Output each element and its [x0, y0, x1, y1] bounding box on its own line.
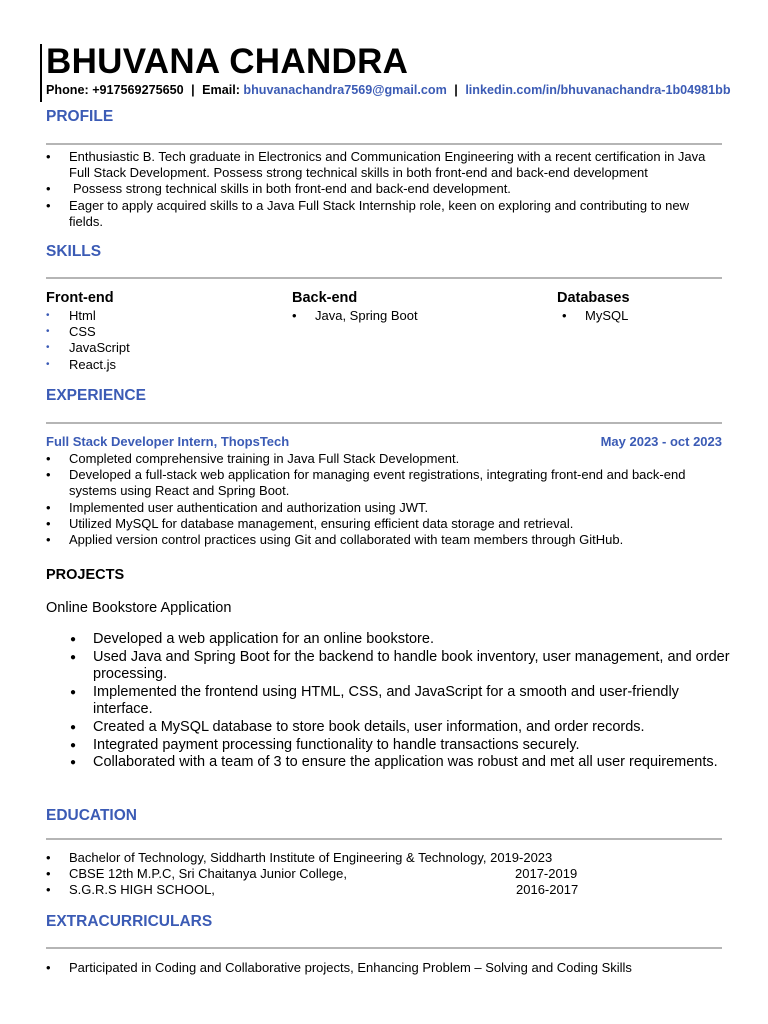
bullet: • [46, 850, 51, 865]
project-item: ● Collaborated with a team of 3 to ensure the application was robust and met all user requirements. [70, 754, 730, 772]
extracurricular-item: • Participated in Coding and Collaborative projects, Enhancing Problem – Solving and Coding Skills [46, 960, 722, 976]
skills-heading: SKILLS [46, 243, 102, 260]
skill-item: • Html [46, 308, 130, 324]
experience-item: • Implemented user authentication and authorization using JWT. [46, 500, 718, 516]
education-heading: EDUCATION [46, 807, 137, 824]
project-list [70, 631, 730, 772]
experience-item: • Utilized MySQL for database management, ensuring efficient data storage and retrieval. [46, 516, 718, 532]
profile-item: • Eager to apply acquired skills to a Java Full Stack Internship role, keen on exploring and contributing to new fields. [46, 198, 722, 230]
experience-heading: EXPERIENCE [46, 387, 146, 404]
name-accent-bar [40, 44, 42, 102]
project-item: ● Integrated payment processing functionality to handle transactions securely. [70, 737, 730, 755]
extracurriculars-heading: EXTRACURRICULARS [46, 913, 213, 930]
frontend-title: Front-end [46, 290, 114, 306]
skill-item: • CSS [46, 324, 130, 340]
profile-item: • Possess strong technical skills in both front-end and back-end development. [46, 181, 722, 197]
project-item: ● Created a MySQL database to store book details, user information, and order records. [70, 719, 730, 737]
profile-item: • Enthusiastic B. Tech graduate in Electronics and Communication Engineering with a recent certification in Java Full Stack Development. Possess strong technical skills in both front-end and back-end development [46, 149, 722, 181]
skills-backend [292, 290, 418, 324]
skills-databases [557, 290, 630, 324]
experience-list [46, 451, 718, 548]
education-years: 2016-2017 [516, 882, 579, 897]
candidate-name: BHUVANA CHANDRA [46, 42, 409, 81]
project-name: Online Bookstore Application [46, 600, 232, 616]
bullet: • [46, 866, 51, 881]
project-item: ● Implemented the frontend using HTML, CSS, and JavaScript for a smooth and user-friendly interface. [70, 684, 730, 719]
experience-item: • Applied version control practices using Git and collaborated with team members through GitHub. [46, 532, 718, 548]
education-text: Bachelor of Technology, Siddharth Institute of Engineering & Technology, 2019-2023 [69, 850, 553, 865]
extracurriculars-list [46, 960, 722, 976]
separator: | [454, 83, 458, 97]
phone-number: +917569275650 [92, 83, 184, 97]
education-text: CBSE 12th M.P.C, Sri Chaitanya Junior College, [69, 866, 347, 881]
section-divider [46, 143, 722, 145]
projects-heading: PROJECTS [46, 567, 125, 583]
skills-frontend [46, 290, 130, 373]
education-years: 2017-2019 [515, 866, 578, 881]
databases-title: Databases [557, 290, 630, 306]
email-link[interactable]: bhuvanachandra7569@gmail.com [243, 83, 447, 97]
contact-line [46, 83, 731, 97]
job-dates: May 2023 - oct 2023 [600, 434, 722, 449]
separator: | [191, 83, 195, 97]
education-text: S.G.R.S HIGH SCHOOL, [69, 882, 215, 897]
section-divider [46, 422, 722, 424]
skill-item: • React.js [46, 357, 130, 373]
linkedin-link[interactable]: linkedin.com/in/bhuvanachandra-1b04981bb [465, 83, 731, 97]
project-item: ● Used Java and Spring Boot for the backend to handle book inventory, user management, and order processing. [70, 649, 730, 684]
bullet: • [46, 882, 51, 897]
section-divider [46, 838, 722, 840]
section-divider [46, 277, 722, 279]
job-title: Full Stack Developer Intern, ThopsTech [46, 434, 290, 449]
experience-item: • Completed comprehensive training in Java Full Stack Development. [46, 451, 718, 467]
section-divider [46, 947, 722, 949]
project-item: ● Developed a web application for an online bookstore. [70, 631, 730, 649]
profile-heading: PROFILE [46, 108, 114, 125]
skill-item: • Java, Spring Boot [292, 308, 418, 324]
skill-item: • MySQL [557, 308, 630, 324]
phone-label: Phone: [46, 83, 89, 97]
skill-item: • JavaScript [46, 340, 130, 356]
backend-title: Back-end [292, 290, 358, 306]
email-label: Email: [202, 83, 240, 97]
experience-item: • Developed a full-stack web application for managing event registrations, integrating front-end and back-end systems using React and Spring Boot. [46, 467, 718, 499]
profile-list [46, 149, 722, 230]
